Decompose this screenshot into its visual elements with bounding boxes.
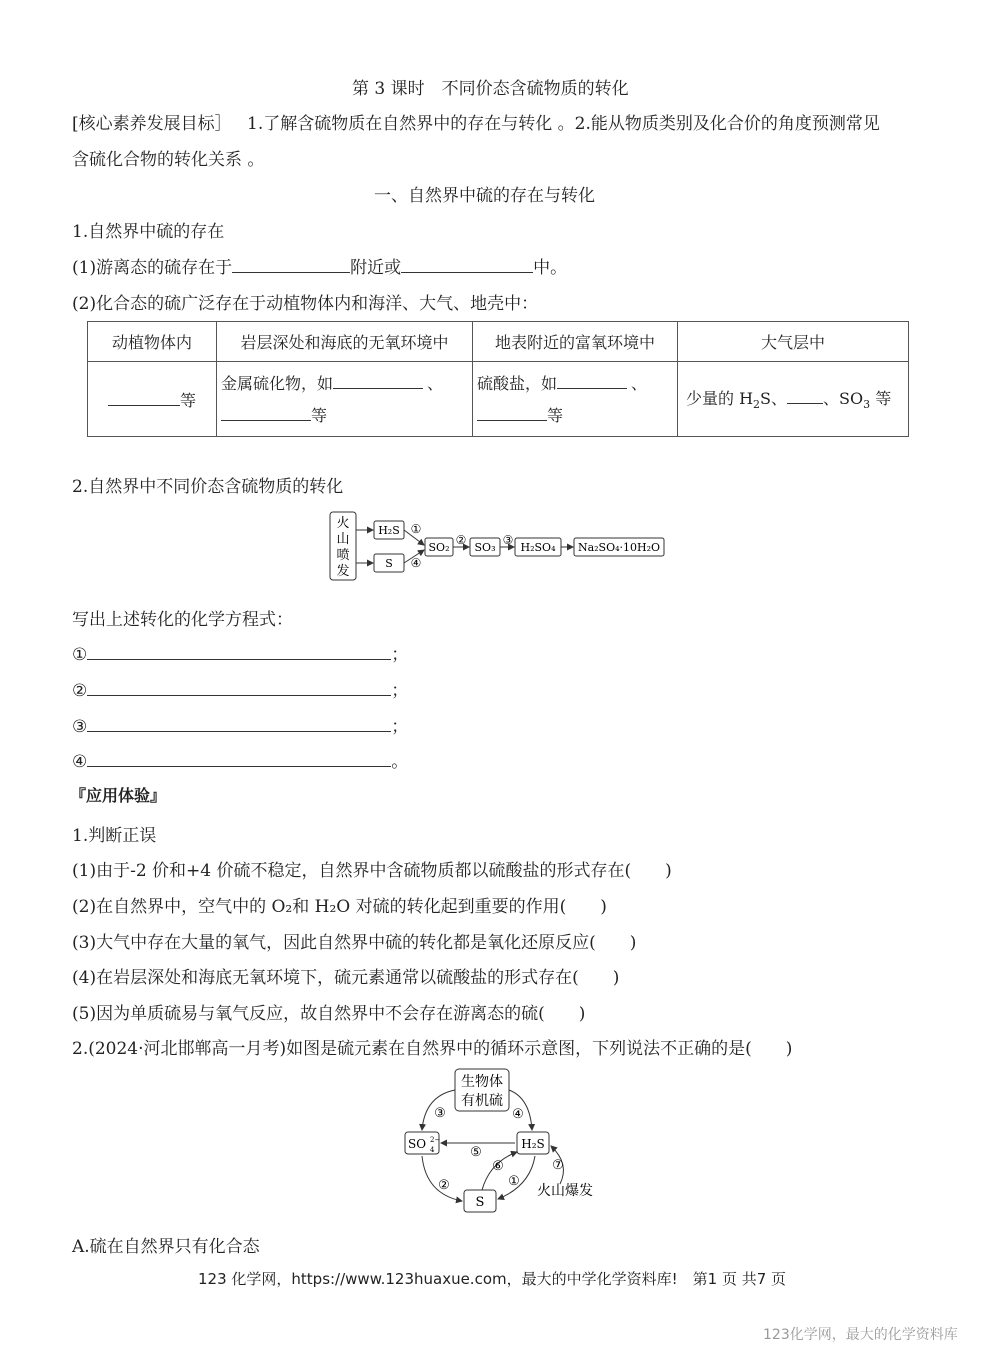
page-footer: 123 化学网，https://www.123huaxue.com，最大的中学化学资料库! 第1 页 共7 页 bbox=[198, 1270, 787, 1288]
so4-label: SO bbox=[408, 1137, 427, 1151]
cell-sub: 3 bbox=[863, 398, 871, 412]
step-number: ① bbox=[508, 1174, 520, 1189]
goal-label: [核心素养发展目标］ bbox=[72, 114, 232, 134]
s-label: S bbox=[385, 557, 393, 570]
equation-line bbox=[72, 676, 408, 701]
so4-charge: 2− bbox=[430, 1136, 441, 1144]
table-header: 岩层深处和海底的无氧环境中 bbox=[217, 322, 473, 362]
answer-blank[interactable] bbox=[221, 405, 311, 421]
question-2: 2.(2024·河北邯郸高一月考)如图是硫元素在自然界中的循环示意图，下列说法不正确的是( ) bbox=[72, 1039, 793, 1059]
judge-item: (2)在自然界中，空气中的 O₂和 H₂O 对硫的转化起到重要的作用( ) bbox=[72, 897, 607, 917]
goal-line-2: 含硫化合物的转化关系 。 bbox=[72, 150, 265, 170]
apply-heading: 『应用体验』 bbox=[70, 786, 167, 805]
equation-line bbox=[72, 712, 408, 737]
volcano-char: 山 bbox=[336, 532, 350, 547]
eq-prompt: 写出上述转化的化学方程式： bbox=[72, 610, 293, 630]
cell-text: S、 bbox=[760, 389, 788, 409]
cell-text: 等 bbox=[311, 406, 328, 425]
so2-label: SO₂ bbox=[428, 541, 450, 554]
answer-blank[interactable] bbox=[401, 257, 533, 273]
step-number: ③ bbox=[434, 1106, 446, 1121]
cell-text: 少量的 H bbox=[686, 389, 754, 409]
sulfur-conversion-diagram bbox=[328, 510, 673, 584]
answer-blank[interactable] bbox=[87, 751, 391, 767]
cell-text: 硫酸盐，如 bbox=[477, 374, 558, 393]
table-cell bbox=[473, 362, 678, 437]
s1-q1 bbox=[72, 253, 567, 278]
s1-q1-c: 中。 bbox=[533, 258, 568, 278]
eq-number: ① bbox=[72, 645, 88, 665]
step-number: ④ bbox=[410, 556, 422, 570]
equation-line bbox=[72, 640, 408, 665]
section-heading: 一、自然界中硫的存在与转化 bbox=[374, 186, 595, 206]
goal-line-1 bbox=[72, 109, 880, 134]
volcano-char: 火 bbox=[336, 516, 350, 531]
s-label: S bbox=[475, 1195, 485, 1210]
s2-heading: 2.自然界中不同价态含硫物质的转化 bbox=[72, 477, 344, 497]
answer-blank[interactable] bbox=[333, 373, 423, 389]
cell-text: 金属硫化物，如 bbox=[221, 374, 334, 393]
step-number: ⑦ bbox=[552, 1158, 564, 1173]
answer-blank[interactable] bbox=[108, 390, 180, 406]
cell-text: 、 bbox=[631, 374, 648, 393]
h2s-label: H₂S bbox=[378, 524, 400, 537]
cell-text: 等 bbox=[547, 406, 564, 425]
answer-blank[interactable] bbox=[557, 373, 627, 389]
cell-sub: 2 bbox=[753, 398, 761, 412]
step-number: ② bbox=[438, 1178, 450, 1193]
option-a: A.硫在自然界只有化合态 bbox=[72, 1237, 260, 1257]
s1-q1-a: (1)游离态的硫存在于 bbox=[72, 258, 233, 278]
answer-blank[interactable] bbox=[232, 257, 350, 273]
watermark: 123化学网，最大的化学资料库 bbox=[763, 1327, 958, 1343]
judge-item: (3)大气中存在大量的氧气，因此自然界中硫的转化都是氧化还原反应( ) bbox=[72, 933, 637, 953]
bio-label: 有机硫 bbox=[461, 1093, 503, 1109]
eq-end: ； bbox=[391, 645, 409, 665]
volcano-char: 喷 bbox=[336, 548, 350, 563]
eq-end: ； bbox=[391, 681, 409, 701]
judge-item: (4)在岩层深处和海底无氧环境下，硫元素通常以硫酸盐的形式存在( ) bbox=[72, 968, 620, 988]
s1-heading: 1.自然界中硫的存在 bbox=[72, 222, 225, 242]
judge-item: (5)因为单质硫易与氧气反应，故自然界中不会存在游离态的硫( ) bbox=[72, 1004, 586, 1024]
table-header: 地表附近的富氧环境中 bbox=[473, 322, 678, 362]
table-cell bbox=[217, 362, 473, 437]
bio-label: 生物体 bbox=[461, 1074, 503, 1090]
sulfur-cycle-diagram bbox=[400, 1066, 605, 1216]
cell-text: 、 bbox=[427, 374, 444, 393]
equation-line bbox=[72, 747, 408, 772]
table-header: 动植物体内 bbox=[88, 322, 217, 362]
table-header: 大气层中 bbox=[678, 322, 909, 362]
judge-heading: 1.判断正误 bbox=[72, 826, 157, 846]
eq-number: ② bbox=[72, 681, 88, 701]
volcano-label: 火山爆发 bbox=[537, 1183, 593, 1199]
so3-label: SO₃ bbox=[474, 541, 496, 554]
s1-q1-b: 附近或 bbox=[350, 258, 402, 278]
cell-text: 等 bbox=[870, 389, 892, 409]
eq-end: ； bbox=[391, 717, 409, 737]
answer-blank[interactable] bbox=[477, 405, 547, 421]
step-number: ② bbox=[455, 533, 467, 547]
step-number: ⑥ bbox=[492, 1159, 504, 1174]
answer-blank[interactable] bbox=[87, 680, 391, 696]
judge-item: (1)由于-2 价和+4 价硫不稳定，自然界中含硫物质都以硫酸盐的形式存在( ) bbox=[72, 861, 672, 881]
eq-end: 。 bbox=[391, 752, 409, 772]
answer-blank[interactable] bbox=[87, 716, 391, 732]
step-number: ④ bbox=[512, 1107, 524, 1122]
page-title: 第 3 课时 不同价态含硫物质的转化 bbox=[352, 79, 629, 99]
h2so4-label: H₂SO₄ bbox=[520, 541, 556, 554]
cell-text: 等 bbox=[179, 390, 196, 410]
goal-text-1: 1.了解含硫物质在自然界中的存在与转化 。2.能从物质类别及化合价的角度预测常见 bbox=[247, 114, 880, 134]
answer-blank[interactable] bbox=[787, 388, 823, 404]
eq-number: ④ bbox=[72, 752, 88, 772]
sulfur-existence-table bbox=[87, 321, 909, 437]
table-cell bbox=[88, 362, 217, 437]
volcano-char: 发 bbox=[336, 564, 350, 579]
s1-q2: (2)化合态的硫广泛存在于动植物体内和海洋、大气、地壳中： bbox=[72, 294, 539, 314]
table-cell bbox=[678, 362, 909, 437]
step-number: ① bbox=[410, 522, 422, 536]
salt-label: Na₂SO₄·10H₂O bbox=[577, 541, 661, 554]
step-number: ③ bbox=[502, 533, 514, 547]
cell-text: 、SO bbox=[823, 389, 864, 409]
answer-blank[interactable] bbox=[87, 644, 391, 660]
so4-subscript: 4 bbox=[430, 1146, 435, 1154]
step-number: ⑤ bbox=[470, 1145, 482, 1160]
eq-number: ③ bbox=[72, 717, 88, 737]
h2s-label: H₂S bbox=[521, 1137, 545, 1151]
